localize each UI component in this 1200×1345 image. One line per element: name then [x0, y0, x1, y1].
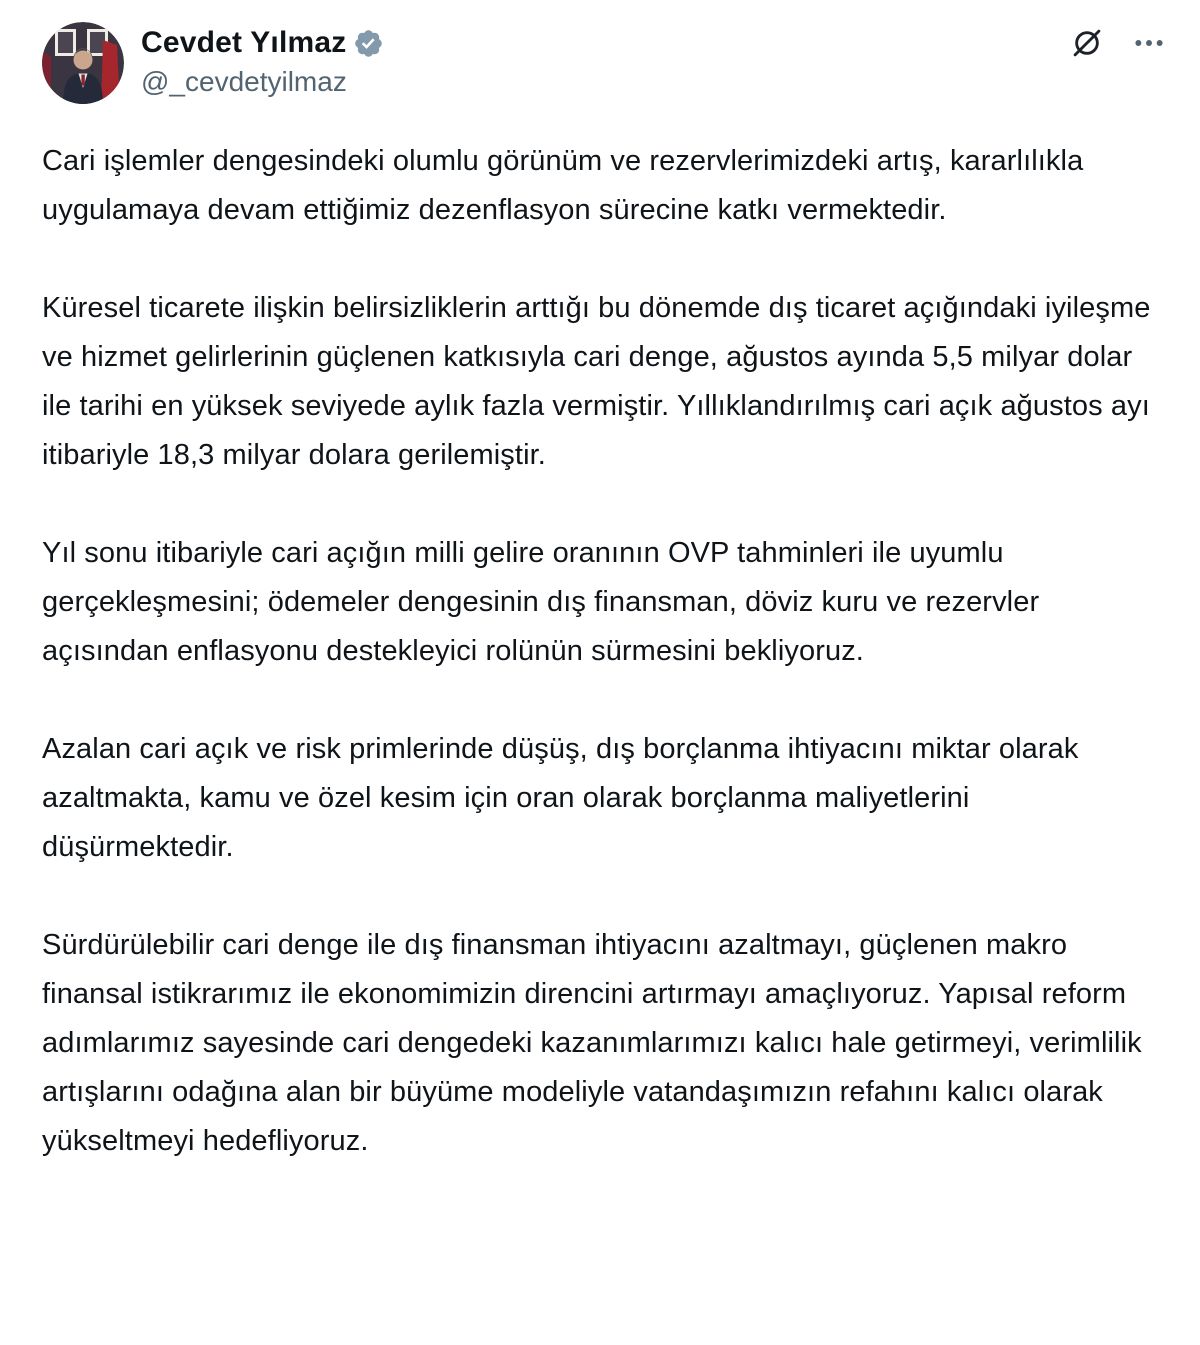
author-name[interactable]: Cevdet Yılmaz	[141, 26, 347, 59]
verified-badge-icon	[353, 28, 384, 59]
tweet-paragraph: Cari işlemler dengesindeki olumlu görünüm ve rezervlerimizdeki artış, kararlılıkla uygulamaya devam ettiğimiz dezenflasyon sürecine katkı vermektedir.	[42, 145, 1084, 226]
tweet-text	[0, 104, 1200, 1196]
tweet-paragraph: Yıl sonu itibariyle cari açığın milli gelire oranının OVP tahminleri ile uyumlu gerçekleşmesini; ödemeler dengesinin dış finansman, döviz kuru ve rezervler açısından enflasyonu destekleyici rolünün sürmesini bekliyoruz.	[42, 537, 1040, 667]
tweet-header	[0, 0, 1200, 104]
header-actions	[1070, 26, 1166, 60]
more-icon[interactable]	[1132, 26, 1166, 60]
tweet-paragraph: Azalan cari açık ve risk primlerinde düşüş, dış borçlanma ihtiyacını miktar olarak azaltmakta, kamu ve özel kesim için oran olarak borçlanma maliyetlerini düşürmektedir.	[42, 733, 1079, 863]
tweet-paragraph: Sürdürülebilir cari denge ile dış finansman ihtiyacını azaltmayı, güçlenen makro finansal istikrarımız ile ekonomimizin direncini artırmayı amaçlıyoruz. Yapısal reform adımlarımız sayesinde cari dengedeki kazanımlarımızı kalıcı hale getirmeyi, verimlilik artışlarını odağına alan bir büyüme modeliyle vatandaşımızın refahını kalıcı olarak yükseltmeyi hedefliyoruz.	[42, 929, 1142, 1157]
author-name-row	[141, 25, 384, 61]
grok-icon[interactable]	[1070, 26, 1104, 60]
tweet-paragraph: Küresel ticarete ilişkin belirsizliklerin arttığı bu dönemde dış ticaret açığındaki iyileşme ve hizmet gelirlerinin güçlenen katkısıyla cari denge, ağustos ayında 5,5 milyar dolar ile tarihi en yüksek seviyede aylık fazla vermiştir. Yıllıklandırılmış cari açık ağustos ayı itibariyle 18,3 milyar dolara gerilemiştir.	[42, 292, 1151, 471]
profile-photo-icon	[42, 22, 124, 104]
avatar[interactable]	[42, 22, 124, 104]
author-handle[interactable]: @_cevdetyilmaz	[141, 66, 347, 97]
author-block	[141, 22, 384, 99]
